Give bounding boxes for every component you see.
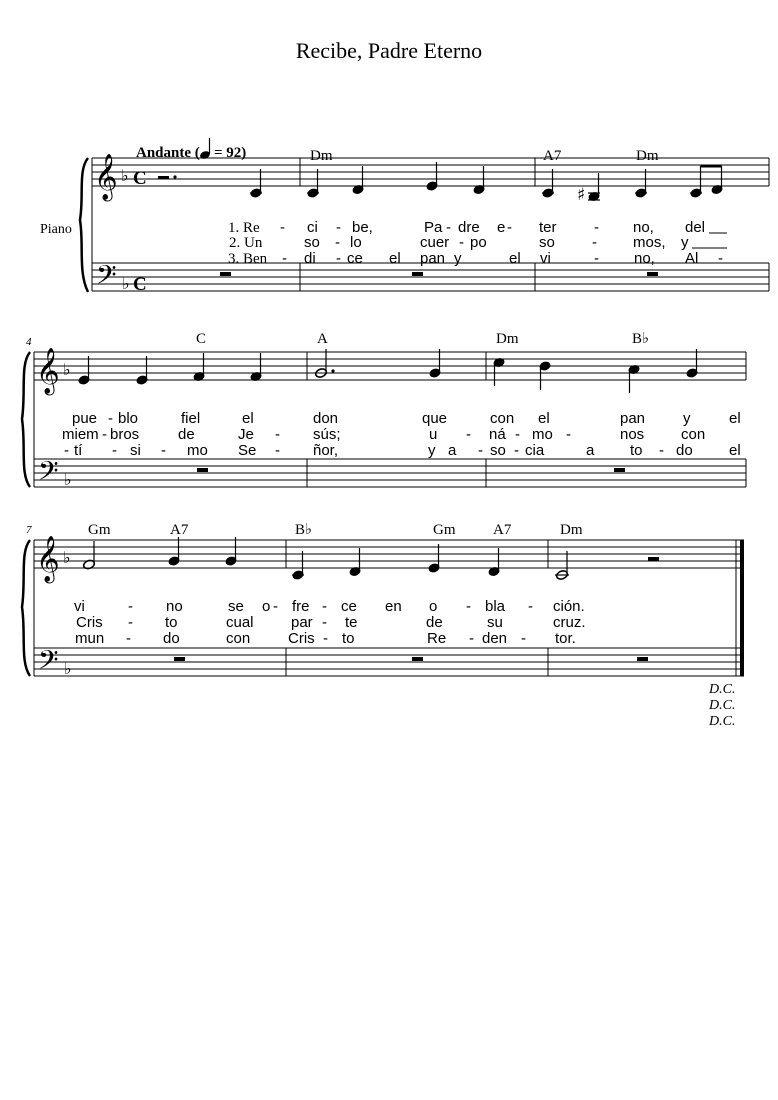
treble-clef-icon: 𝄞 xyxy=(36,536,60,582)
quarter-note-icon xyxy=(199,138,211,160)
dot-icon xyxy=(173,175,176,178)
bass-clef-icon: 𝄢 xyxy=(38,644,59,682)
lyric: - xyxy=(592,234,597,251)
lyric: - xyxy=(514,442,519,459)
time-signature: C xyxy=(133,168,147,189)
chord-symbol: A xyxy=(317,331,328,347)
lyric: Pa xyxy=(424,219,443,236)
lyric: cruz. xyxy=(553,614,586,631)
lyric: si xyxy=(130,442,141,459)
chord-symbol: B♭ xyxy=(632,331,650,347)
lyric: po xyxy=(470,234,487,251)
final-barline xyxy=(740,540,744,676)
lyric: ce xyxy=(341,598,357,615)
lyric: den xyxy=(482,630,508,647)
lyric: y xyxy=(683,410,691,427)
lyric: y xyxy=(454,250,462,267)
lyric: pan xyxy=(620,410,646,427)
lyric: su xyxy=(487,614,503,631)
lyrics-system-1 xyxy=(228,220,268,267)
chord-symbol: Dm xyxy=(636,148,659,164)
lyric: Re xyxy=(427,630,447,647)
lyric: - xyxy=(466,598,471,615)
lyric: con xyxy=(681,426,706,443)
lyric: ter xyxy=(539,219,557,236)
lyric: pue xyxy=(72,410,98,427)
lyric: do xyxy=(163,630,180,647)
lyric: - xyxy=(521,630,526,647)
lyric: - xyxy=(275,442,280,459)
lyric: 2. Un xyxy=(229,235,263,251)
lyric: del xyxy=(685,219,706,236)
lyric: to xyxy=(342,630,355,647)
whole-rest-icon xyxy=(220,272,231,276)
lyric: el xyxy=(729,410,741,427)
flat-key-icon: ♭ xyxy=(64,659,72,678)
lyric: - xyxy=(112,442,117,459)
lyric: Cris xyxy=(76,614,103,631)
flat-key-icon: ♭ xyxy=(63,548,71,567)
lyric: - xyxy=(126,630,131,647)
da-capo: D.C. xyxy=(709,682,736,697)
lyric: el xyxy=(389,250,401,267)
time-signature: C xyxy=(133,274,147,295)
lyric: - xyxy=(594,219,599,236)
lyric: - xyxy=(282,250,287,267)
chord-symbol: A7 xyxy=(170,522,189,538)
lyric: - xyxy=(64,442,69,459)
lyric: 1. Re xyxy=(228,220,260,236)
lyric: a xyxy=(586,442,595,459)
whole-rest-icon xyxy=(197,468,208,472)
lyric: o xyxy=(429,598,438,615)
whole-rest-icon xyxy=(614,468,625,472)
lyric: - xyxy=(275,426,280,443)
lyric: pan xyxy=(420,250,446,267)
lyric: de xyxy=(178,426,195,443)
da-capo: D.C. xyxy=(709,698,736,713)
lyric: - xyxy=(566,426,571,443)
instrument-label: Piano xyxy=(40,222,72,237)
lyric: bros xyxy=(110,426,140,443)
da-capo-markings xyxy=(708,682,735,729)
da-capo: D.C. xyxy=(709,714,736,729)
lyric: tor. xyxy=(555,630,576,647)
measure-number: 7 xyxy=(26,524,32,536)
lyric: - xyxy=(161,442,166,459)
whole-rest-icon xyxy=(174,657,185,661)
lyric: no, xyxy=(634,250,655,267)
chord-symbol: B♭ xyxy=(295,522,313,538)
lyric: el xyxy=(729,442,741,459)
lyric: u xyxy=(429,426,438,443)
lyric: no, xyxy=(633,219,654,236)
lyrics-system-1-words xyxy=(280,219,727,267)
lyric: - xyxy=(322,614,327,631)
lyric: mo xyxy=(532,426,553,443)
lyric: Cris xyxy=(288,630,315,647)
lyric: - xyxy=(478,442,483,459)
lyric: de xyxy=(426,614,443,631)
lyric: - xyxy=(528,598,533,615)
lyric: fiel xyxy=(181,410,201,427)
lyric: - xyxy=(594,250,599,267)
chord-symbol: Gm xyxy=(433,522,456,538)
lyric: - xyxy=(280,219,285,236)
chord-symbol: Dm xyxy=(310,148,333,164)
lyric: - xyxy=(515,426,520,443)
lyric: y xyxy=(428,442,436,459)
lyric: - xyxy=(128,614,133,631)
lyric: so xyxy=(490,442,506,459)
lyric: vi xyxy=(540,250,551,267)
lyric: ná xyxy=(489,426,506,443)
lyric: se xyxy=(228,598,244,615)
lyric: par xyxy=(291,614,313,631)
lyric: cual xyxy=(226,614,254,631)
chord-symbol: Dm xyxy=(560,522,583,538)
lyric: cuer xyxy=(420,234,450,251)
lyric: - xyxy=(718,250,723,267)
lyric: so xyxy=(539,234,555,251)
lyric: con xyxy=(226,630,251,647)
lyric: blo xyxy=(118,410,139,427)
lyric: mos, xyxy=(633,234,666,251)
flat-key-icon: ♭ xyxy=(122,274,130,293)
lyric: te xyxy=(345,614,358,631)
lyric: o xyxy=(262,598,271,615)
lyric: el xyxy=(242,410,254,427)
lyric: ci xyxy=(307,219,318,236)
half-rest-icon xyxy=(158,176,169,180)
lyric: - xyxy=(336,219,341,236)
chord-symbol: Dm xyxy=(496,331,519,347)
tempo-text: Andante ( xyxy=(136,145,200,161)
lyric: - xyxy=(446,219,451,236)
whole-rest-icon xyxy=(637,657,648,661)
flat-key-icon: ♭ xyxy=(64,470,72,489)
lyric: ción. xyxy=(553,598,585,615)
lyric: el xyxy=(538,410,550,427)
sharp-icon: ♯ xyxy=(577,185,586,205)
lyric: to xyxy=(165,614,178,631)
lyric: - xyxy=(128,598,133,615)
lyric: 3. Ben xyxy=(228,251,268,267)
lyric: e xyxy=(497,219,506,236)
lyric: di xyxy=(304,250,316,267)
whole-rest-icon xyxy=(647,272,658,276)
lyric: vi xyxy=(74,598,85,615)
lyric: be, xyxy=(352,219,373,236)
bass-clef-icon: 𝄢 xyxy=(38,455,59,493)
lyric: - xyxy=(335,234,340,251)
melody-notes xyxy=(78,349,698,393)
lyric: con xyxy=(490,410,515,427)
lyric: mun xyxy=(75,630,105,647)
melody-notes xyxy=(83,537,569,580)
lyric: a xyxy=(448,442,457,459)
flat-key-icon: ♭ xyxy=(121,166,129,185)
chord-symbol: A7 xyxy=(543,148,562,164)
flat-key-icon: ♭ xyxy=(63,360,71,379)
lyric: - xyxy=(659,442,664,459)
lyric: mo xyxy=(187,442,208,459)
measure-number: 4 xyxy=(26,336,32,348)
lyric: Se xyxy=(238,442,257,459)
lyric: dre xyxy=(458,219,480,236)
lyric: no xyxy=(166,598,183,615)
lyric: nos xyxy=(620,426,645,443)
lyric: en xyxy=(385,598,402,615)
lyric: to xyxy=(630,442,643,459)
half-rest-icon xyxy=(648,557,659,561)
lyric: y xyxy=(681,234,689,251)
whole-rest-icon xyxy=(412,272,423,276)
treble-clef-icon: 𝄞 xyxy=(36,348,60,394)
lyric: - xyxy=(459,234,464,251)
lyric: bla xyxy=(485,598,506,615)
lyric: - xyxy=(507,219,512,236)
lyric: cia xyxy=(525,442,545,459)
lyric: - xyxy=(323,630,328,647)
chord-symbol: Gm xyxy=(88,522,111,538)
lyric: - xyxy=(336,250,341,267)
lyrics-system-2 xyxy=(62,410,741,459)
system-3 xyxy=(22,522,744,729)
lyric: miem xyxy=(62,426,99,443)
lyric: ñor, xyxy=(313,442,339,459)
lyric: so xyxy=(304,234,320,251)
treble-clef-icon: 𝄞 xyxy=(94,154,118,200)
lyric: - xyxy=(322,598,327,615)
lyric: que xyxy=(422,410,448,427)
lyrics-system-3 xyxy=(74,598,586,647)
lyric: - xyxy=(466,426,471,443)
tempo-value: = 92) xyxy=(214,145,247,161)
system-1 xyxy=(40,138,769,297)
lyric: Je xyxy=(238,426,254,443)
lyric: tí xyxy=(74,442,83,459)
lyric: don xyxy=(313,410,339,427)
whole-rest-icon xyxy=(412,657,423,661)
lyric: do xyxy=(676,442,693,459)
lyric: - xyxy=(102,426,107,443)
lyric: el xyxy=(509,250,521,267)
lyric: - xyxy=(469,630,474,647)
lyric: sús; xyxy=(313,426,341,443)
lyric: - xyxy=(108,410,113,427)
lyric: fre xyxy=(292,598,310,615)
lyric: - xyxy=(273,598,278,615)
melody-notes xyxy=(250,162,723,202)
lyric: ce xyxy=(347,250,363,267)
bass-clef-icon: 𝄢 xyxy=(96,259,117,297)
score-title: Recibe, Padre Eterno xyxy=(295,38,483,63)
system-2 xyxy=(22,331,746,493)
chord-symbol: A7 xyxy=(493,522,512,538)
lyric: Al xyxy=(685,250,699,267)
lyric: lo xyxy=(350,234,362,251)
chord-symbol: C xyxy=(196,331,207,347)
